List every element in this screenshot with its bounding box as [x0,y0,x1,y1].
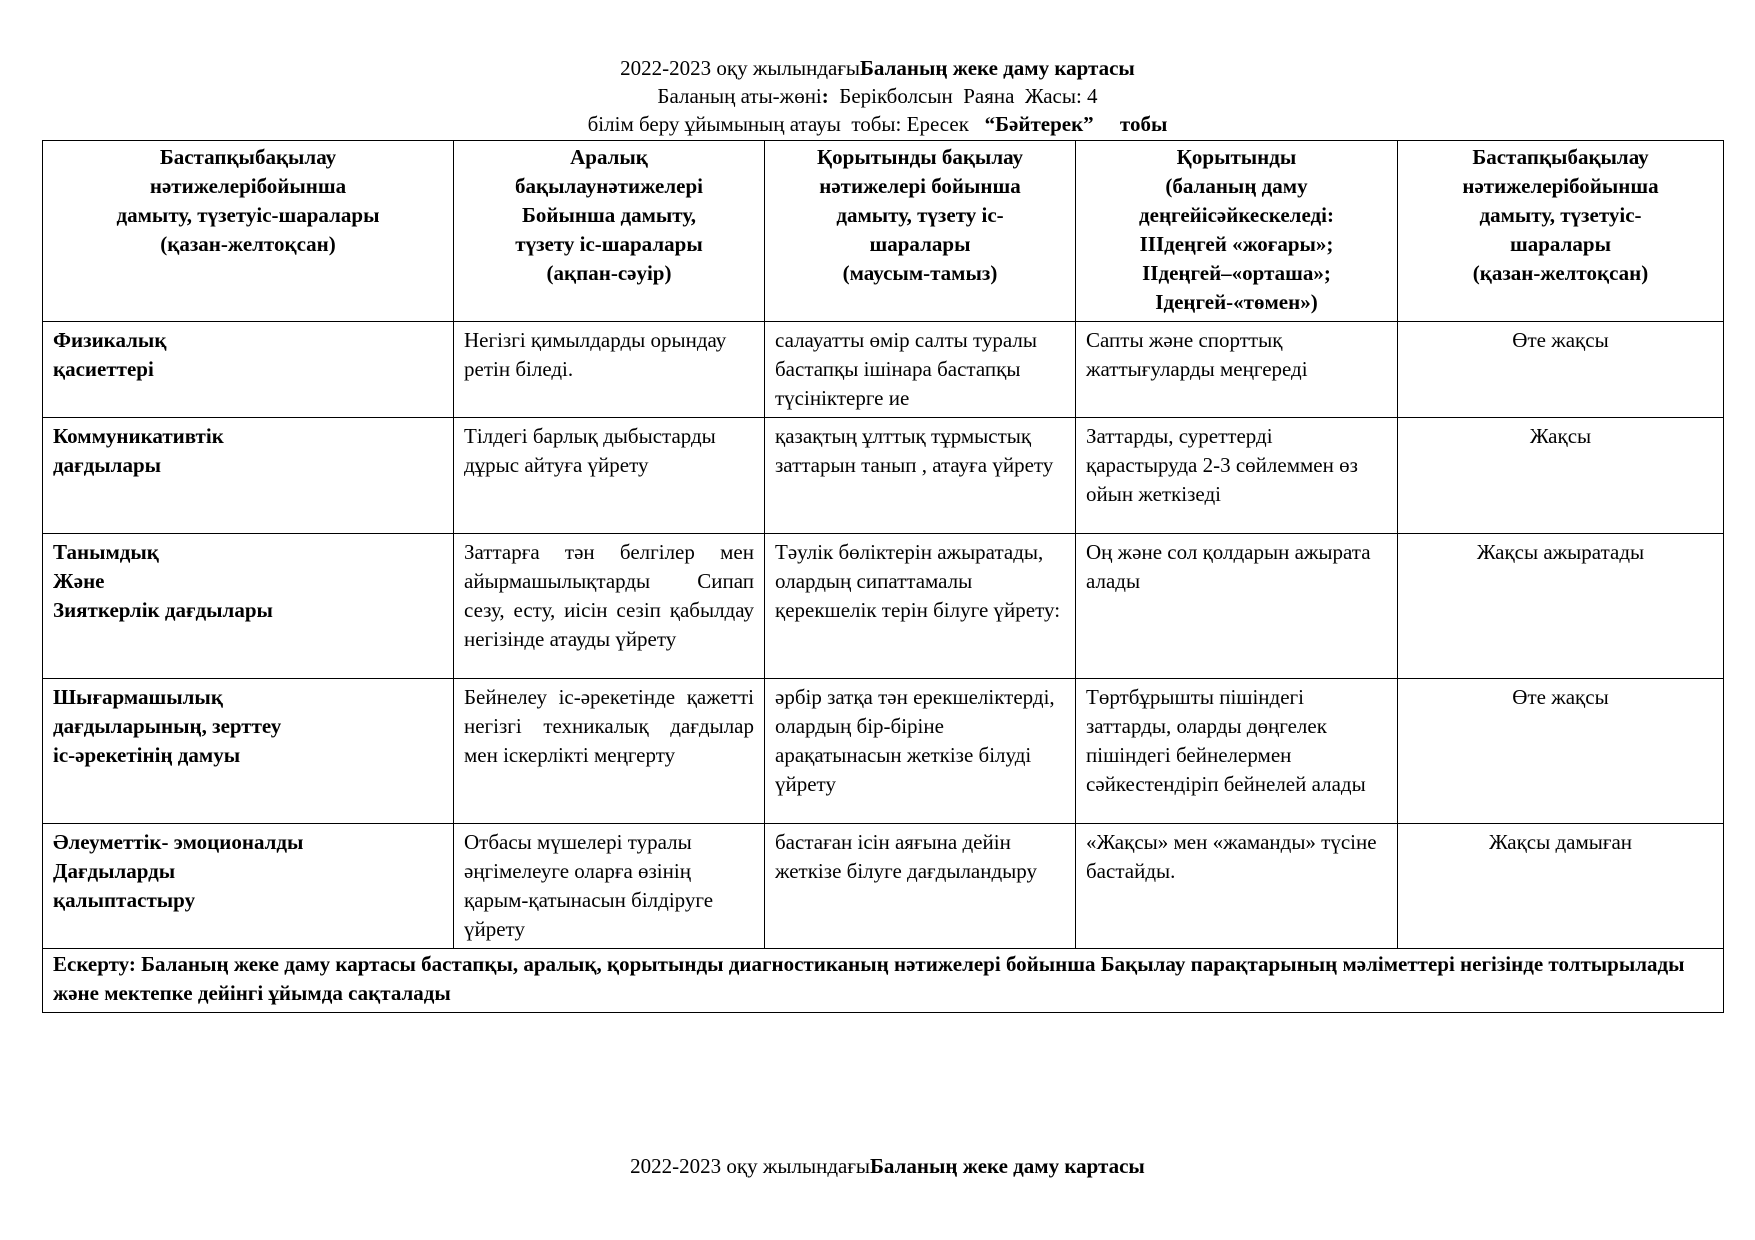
development-card-table [42,140,1724,1013]
row-interim: Отбасы мүшелері туралы әңгімелеуге оларға өзінің қарым-қатынасын білдіруге үйрету [454,824,765,949]
row-summary: Сапты және спорттық жаттығуларды меңгереді [1076,322,1398,418]
child-name-colon: : [821,84,829,108]
row-summary: «Жақсы» мен «жаманды» түсіне бастайды. [1076,824,1398,949]
row-summary: Заттарды, суреттерді қарастыруда 2-3 сөйлеммен өз ойын жеткізеді [1076,418,1398,534]
row-interim: Тілдегі барлық дыбыстарды дұрыс айтуға үйрету [454,418,765,534]
page-footer [0,1154,1755,1179]
card-title: Баланың жеке даму картасы [860,56,1135,80]
row-interim: Заттарға тән белгілер мен айырмашылықтарды Сипап сезу, есту, иісін сезіп қабылдау негізінде атауды үйрету [454,534,765,679]
table-row [43,679,1724,824]
note-row [43,949,1724,1013]
header-line-title [0,54,1755,82]
row-area: Әлеуметтік- эмоционалды Дағдыларды қалыптастыру [43,824,454,949]
group-name: “Бәйтерек” тобы [984,112,1168,136]
child-name-label: Баланың аты-жөні [657,84,822,108]
academic-year: 2022-2023 оқу жылындағы [620,56,861,80]
row-interim: Бейнелеу іс-әрекетінде қажетті негізгі техникалық дағдылар мен іскерлікті меңгерту [454,679,765,824]
header-line-group [0,110,1755,138]
footer-title: Баланың жеке даму картасы [870,1154,1145,1178]
table-row [43,824,1724,949]
header-cell-initial: Бастапқыбақылау нәтижелерібойынша дамыту, түзетуіс-шаралары (қазан-желтоқсан) [43,141,454,322]
header-line-name [0,82,1755,110]
footer-year: 2022-2023 оқу жылындағы [630,1154,871,1178]
row-final: бастаған ісін аяғына дейін жеткізе білуге дағдыландыру [765,824,1076,949]
row-area: Танымдық Және Зияткерлік дағдылары [43,534,454,679]
row-final: әрбір затқа тән ерекшеліктерді, олардың бір-біріне арақатынасын жеткізе білуді үйрету [765,679,1076,824]
table-note: Ескерту: Баланың жеке даму картасы бастапқы, аралық, қорытынды диагностиканың нәтижелері бойынша Бақылау парақтарының мәліметтері негізінде толтырылады және мектепке дейінгі ұйымда сақталады [43,949,1724,1013]
row-final: салауатты өмір салты туралы бастапқы ішінара бастапқы түсініктерге ие [765,322,1076,418]
header-cell-final: Қорытынды бақылау нәтижелері бойынша дамыту, түзету іс- шаралары (маусым-тамыз) [765,141,1076,322]
row-result: Өте жақсы [1398,322,1724,418]
header-cell-interim: Аралық бақылаунәтижелері Бойынша дамыту, түзету іс-шаралары (ақпан-сәуір) [454,141,765,322]
row-final: Тәулік бөліктерін ажыратады, олардың сипаттамалы қерекшелік терін білуге үйрету: [765,534,1076,679]
row-area: Коммуникативтік дағдылары [43,418,454,534]
row-result: Жақсы ажыратады [1398,534,1724,679]
row-summary: Оң және сол қолдарын ажырата алады [1076,534,1398,679]
row-area: Физикалық қасиеттері [43,322,454,418]
child-name-value: Берікболсын Раяна Жасы: 4 [828,84,1098,108]
row-summary: Төртбұрышты пішіндегі заттарды, оларды дөңгелек пішіндегі бейнелермен сәйкестендіріп бейнелей алады [1076,679,1398,824]
row-area: Шығармашылық дағдыларының, зерттеу іс-әрекетінің дамуы [43,679,454,824]
row-result: Өте жақсы [1398,679,1724,824]
header-cell-summary: Қорытынды (баланың даму деңгейісәйкескеледі: ІІІдеңгей «жоғары»; ІІдеңгей–«орташа»; Ідеңгей-«төмен») [1076,141,1398,322]
header-cell-initial-repeat: Бастапқыбақылау нәтижелерібойынша дамыту, түзетуіс- шаралары (қазан-желтоқсан) [1398,141,1724,322]
row-final: қазақтың ұлттық тұрмыстық заттарын танып , атауға үйрету [765,418,1076,534]
table-row [43,322,1724,418]
row-result: Жақсы [1398,418,1724,534]
row-interim: Негізгі қимылдарды орындау ретін біледі. [454,322,765,418]
row-result: Жақсы дамыған [1398,824,1724,949]
table-row [43,418,1724,534]
organization-group: білім беру ұйымының атауы тобы: Ересек [587,112,985,136]
table-row [43,534,1724,679]
document-header [0,54,1755,138]
table-header-row [43,141,1724,322]
